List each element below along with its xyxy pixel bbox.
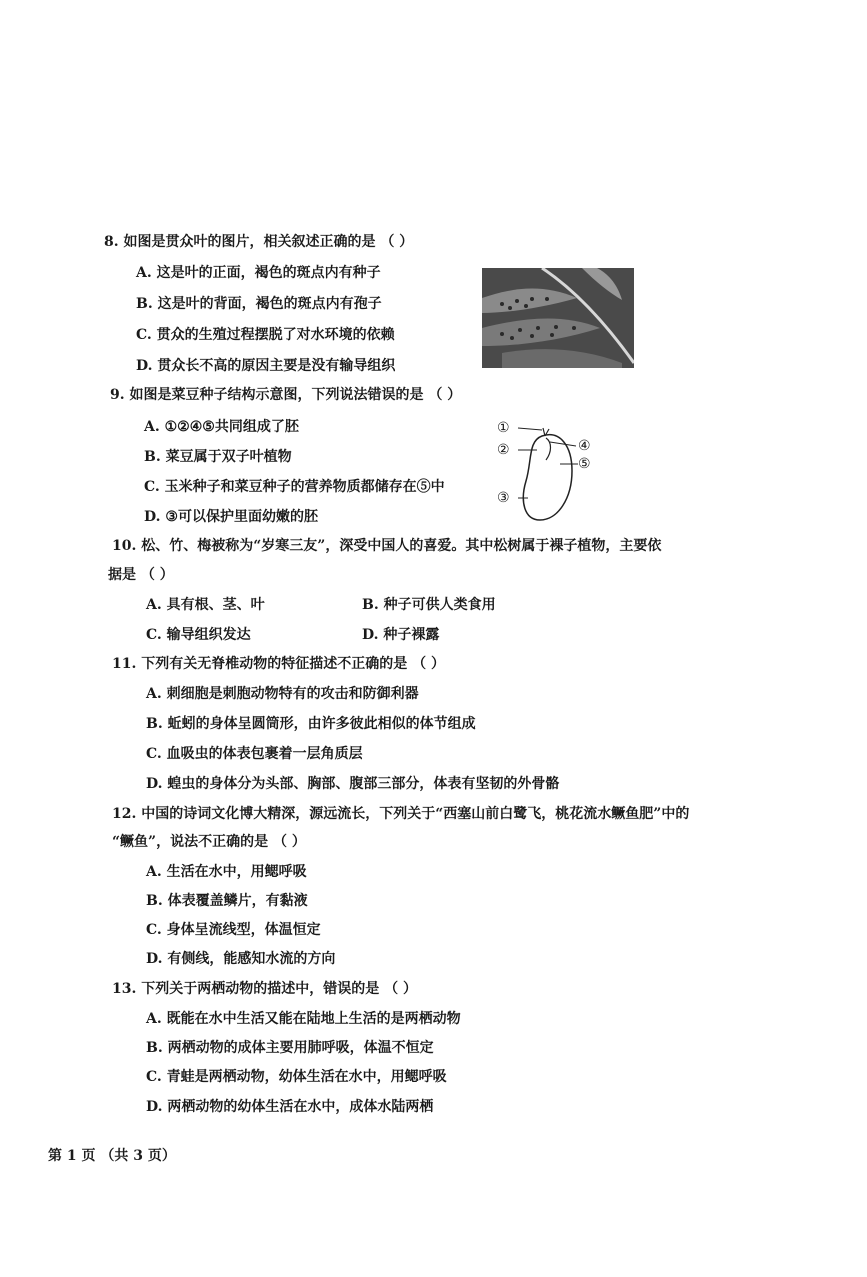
bean-label-5: ⑤ [578, 456, 591, 472]
q9-option-b: B. 菜豆属于双子叶植物 [144, 449, 292, 465]
q11-option-d: D. 蝗虫的身体分为头部、胸部、腹部三部分，体表有坚韧的外骨骼 [146, 776, 560, 792]
q10-stem-line1: 10. 松、竹、梅被称为“岁寒三友”，深受中国人的喜爱。其中松树属于裸子植物，主要依 [112, 538, 662, 554]
q12-stem-line1: 12. 中国的诗词文化博大精深，源远流长，下列关于“西塞山前白鹭飞，桃花流水鳜鱼肥”中的 [112, 806, 690, 822]
q10-option-a: A. 具有根、茎、叶 [146, 597, 265, 613]
bean-seed-diagram [490, 416, 610, 526]
q12-option-c: C. 身体呈流线型，体温恒定 [146, 922, 321, 938]
q9-stem: 9. 如图是菜豆种子结构示意图，下列说法错误的是 （ ） [110, 387, 462, 403]
q13-option-c: C. 青蛙是两栖动物，幼体生活在水中，用鳃呼吸 [146, 1069, 447, 1085]
q13-option-b: B. 两栖动物的成体主要用肺呼吸，体温不恒定 [146, 1040, 434, 1056]
q10-option-b: B. 种子可供人类食用 [362, 597, 496, 613]
q10-stem-line2: 据是 （ ） [108, 567, 174, 583]
q13-option-a: A. 既能在水中生活又能在陆地上生活的是两栖动物 [146, 1011, 461, 1027]
q10-option-d: D. 种子裸露 [362, 627, 440, 643]
q11-option-a: A. 刺细胞是刺胞动物特有的攻击和防御利器 [146, 686, 419, 702]
q8-option-b: B. 这是叶的背面，褐色的斑点内有孢子 [136, 296, 382, 312]
q11-option-b: B. 蚯蚓的身体呈圆筒形，由许多彼此相似的体节组成 [146, 716, 476, 732]
bean-label-1: ① [497, 420, 510, 436]
q8-option-c: C. 贯众的生殖过程摆脱了对水环境的依赖 [136, 327, 395, 343]
q9-option-a: A. ①②④⑤共同组成了胚 [144, 419, 299, 435]
q11-option-c: C. 血吸虫的体表包裹着一层角质层 [146, 746, 363, 762]
bean-label-2: ② [497, 442, 510, 458]
q8-stem: 8. 如图是贯众叶的图片，相关叙述正确的是 （ ） [104, 234, 414, 250]
q9-option-d: D. ③可以保护里面幼嫩的胚 [144, 509, 318, 525]
page-footer: 第 1 页 （共 3 页） [48, 1148, 176, 1164]
q12-stem-line2: “鳜鱼”，说法不正确的是 （ ） [112, 834, 306, 850]
fern-leaf-photo [482, 268, 634, 368]
q12-option-d: D. 有侧线，能感知水流的方向 [146, 951, 336, 967]
q8-option-d: D. 贯众长不高的原因主要是没有输导组织 [136, 358, 396, 374]
q13-option-d: D. 两栖动物的幼体生活在水中，成体水陆两栖 [146, 1099, 434, 1115]
q12-option-a: A. 生活在水中，用鳃呼吸 [146, 864, 307, 880]
q8-option-a: A. 这是叶的正面，褐色的斑点内有种子 [136, 265, 381, 281]
bean-label-3: ③ [497, 490, 510, 506]
q10-option-c: C. 输导组织发达 [146, 627, 251, 643]
q12-option-b: B. 体表覆盖鳞片，有黏液 [146, 893, 308, 909]
q11-stem: 11. 下列有关无脊椎动物的特征描述不正确的是 （ ） [112, 656, 445, 672]
q9-option-c: C. 玉米种子和菜豆种子的营养物质都储存在⑤中 [144, 479, 445, 495]
fern-leaf-illustration [482, 268, 634, 368]
q13-stem: 13. 下列关于两栖动物的描述中，错误的是 （ ） [112, 981, 417, 997]
bean-label-4: ④ [578, 438, 591, 454]
